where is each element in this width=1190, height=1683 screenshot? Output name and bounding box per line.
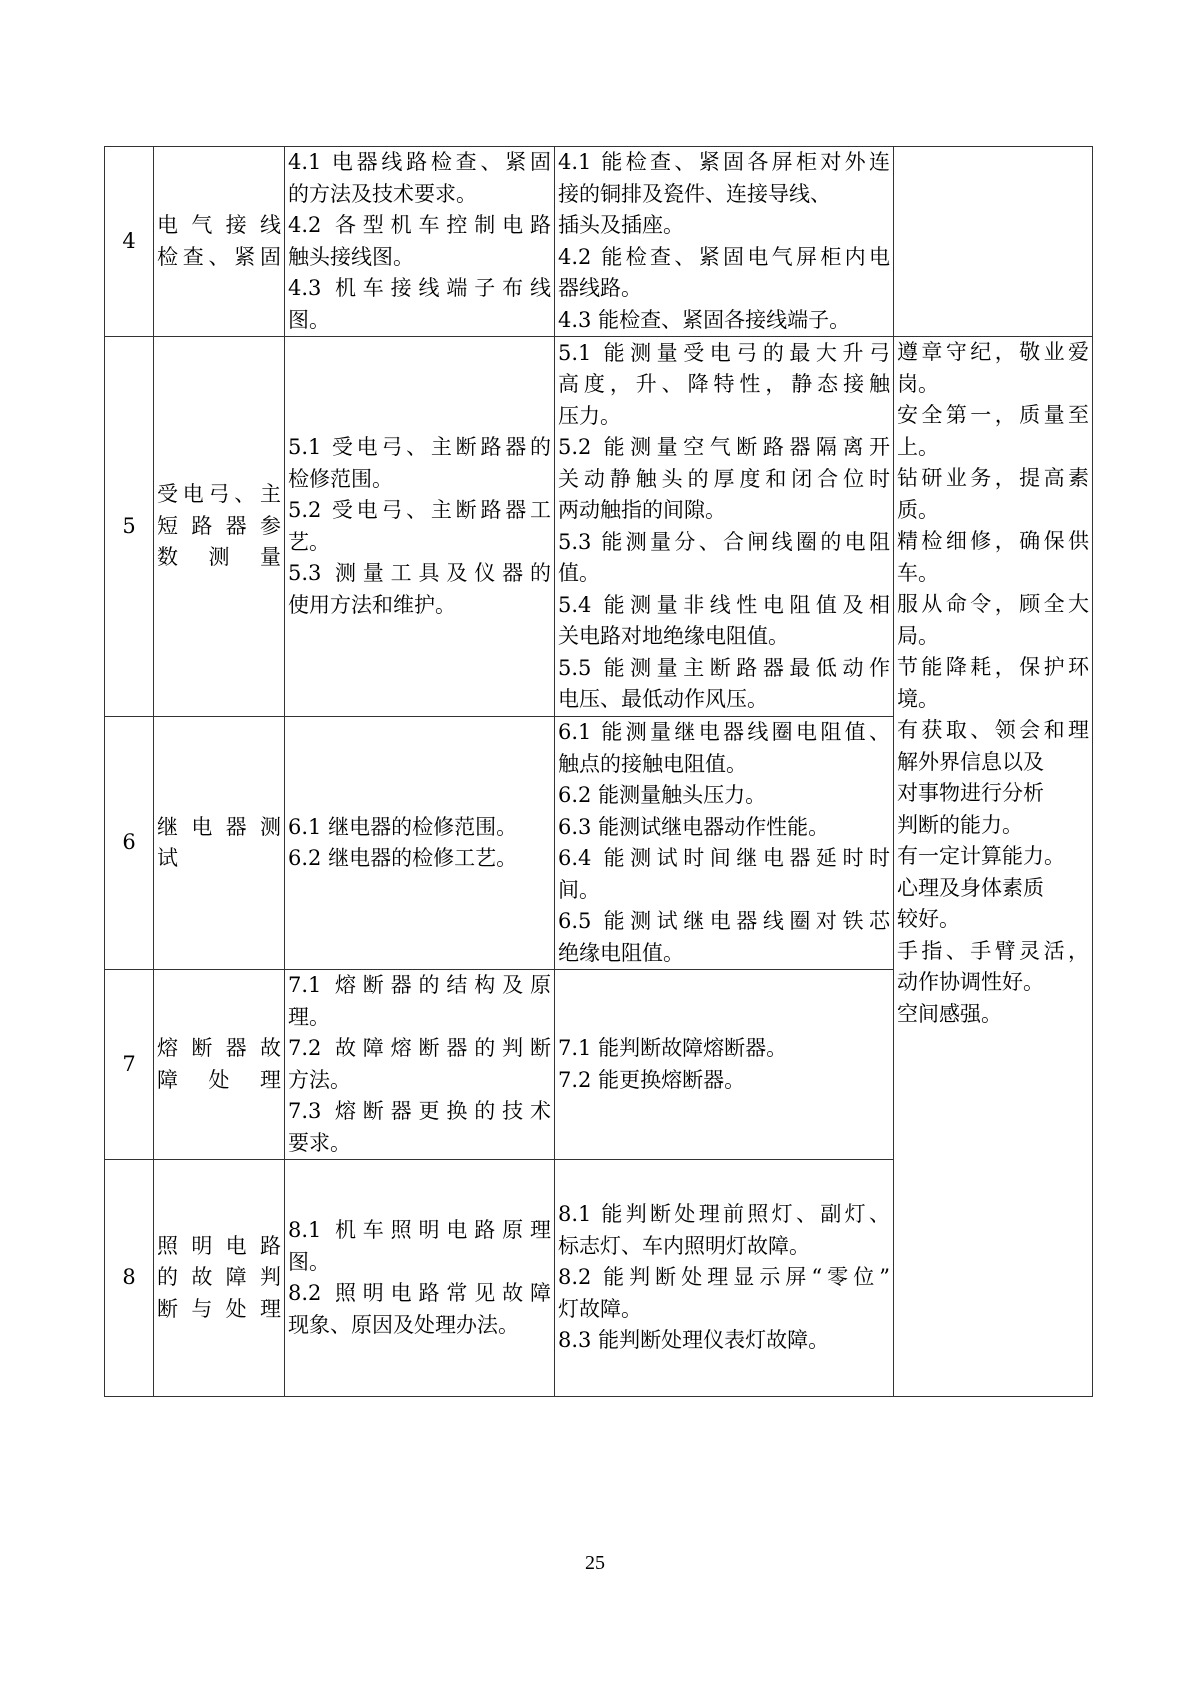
- page-number: 25: [585, 1552, 605, 1574]
- knowledge-line: 8.2 照明电路常见故障: [288, 1281, 551, 1305]
- skills-line: 6.1 能测量继电器线圈电阻值、: [558, 720, 890, 744]
- skills-line: 高度，升、降特性，静态接触: [558, 372, 890, 396]
- item-number: 8: [105, 1160, 154, 1397]
- skills-line: 绝缘电阻值。: [558, 940, 684, 965]
- knowledge-line: 5.1 受电弓、主断路器的: [288, 435, 551, 459]
- knowledge-line: 5.2 受电弓、主断路器工: [288, 498, 551, 522]
- skills-line: 标志灯、车内照明灯故障。: [558, 1233, 810, 1258]
- knowledge-line: 的方法及技术要求。: [288, 181, 477, 206]
- knowledge-line: 要求。: [288, 1130, 351, 1155]
- work-content-line: 电气接线: [157, 213, 281, 237]
- skills-line: 4.2 能检查、紧固电气屏柜内电: [558, 244, 890, 269]
- knowledge-line: 6.1 继电器的检修范围。: [288, 814, 518, 839]
- attitude-line: 车。: [897, 560, 939, 585]
- attitude-line: 手指、手臂灵活，: [897, 938, 1089, 963]
- knowledge-line: 7.1 熔断器的结构及原: [288, 973, 551, 997]
- work-content-line: 试: [157, 846, 178, 870]
- attitude-line: 有获取、领会和理: [897, 718, 1089, 742]
- skills-line: 电压、最低动作风压。: [558, 687, 768, 711]
- skills-line: 关电路对地绝缘电阻值。: [558, 624, 789, 648]
- item-number: 5: [105, 337, 154, 717]
- knowledge-line: 触头接线图。: [288, 244, 414, 269]
- attitude-line: 岗。: [897, 371, 939, 396]
- attitude-line: 境。: [897, 686, 939, 711]
- knowledge-line: 艺。: [288, 529, 330, 554]
- attitude-line: 钻研业务，提高素: [897, 466, 1089, 490]
- table-row: [105, 147, 1093, 337]
- work-content-cell: [154, 970, 285, 1160]
- item-number: 6: [105, 717, 154, 970]
- skills-line: 8.3 能判断处理仪表灯故障。: [558, 1328, 830, 1353]
- skills-line: 值。: [558, 561, 600, 585]
- skills-cell: [555, 1160, 894, 1397]
- attitude-line: 质。: [897, 497, 939, 522]
- knowledge-line: 方法。: [288, 1067, 351, 1092]
- attitude-line: 解外界信息以及: [897, 749, 1044, 774]
- work-content-line: 熔断器故: [157, 1036, 281, 1060]
- work-content-line: 断与处理: [157, 1296, 281, 1321]
- knowledge-line: 检修范围。: [288, 466, 393, 491]
- skills-line: 器线路。: [558, 276, 642, 300]
- work-content-line: 继电器测: [157, 814, 281, 839]
- item-number: 4: [105, 147, 154, 337]
- skills-line: 8.1 能判断处理前照灯、副灯、: [558, 1202, 890, 1227]
- knowledge-line: 现象、原因及处理办法。: [288, 1312, 519, 1337]
- skills-cell: [555, 147, 894, 337]
- skills-line: 8.2 能判断处理显示屏“零位”: [558, 1265, 890, 1290]
- attitude-line: 有一定计算能力。: [897, 844, 1065, 868]
- attitude-cell: [894, 337, 1093, 1397]
- attitude-line: 判断的能力。: [897, 812, 1023, 837]
- skills-cell: [555, 970, 894, 1160]
- knowledge-cell: [285, 337, 555, 717]
- knowledge-line: 使用方法和维护。: [288, 592, 456, 617]
- work-content-line: 的故障判: [157, 1265, 281, 1290]
- attitude-line: 精检细修，确保供: [897, 529, 1089, 553]
- attitude-line: 上。: [897, 434, 939, 459]
- attitude-line: 心理及身体素质: [897, 875, 1044, 900]
- work-content-cell: [154, 147, 285, 337]
- work-content-line: 障处理: [157, 1067, 281, 1092]
- knowledge-line: 图。: [288, 1249, 330, 1274]
- skills-line: 两动触指的间隙。: [558, 498, 726, 522]
- skills-line: 5.4 能测量非线性电阻值及相: [558, 592, 890, 617]
- skills-line: 关动静触头的厚度和闭合位时: [558, 466, 890, 491]
- work-content-line: 数测量: [157, 545, 281, 570]
- knowledge-cell: [285, 1160, 555, 1397]
- skills-line: 7.2 能更换熔断器。: [558, 1067, 746, 1092]
- skills-line: 间。: [558, 877, 600, 902]
- knowledge-line: 理。: [288, 1004, 330, 1029]
- skills-line: 4.3 能检查、紧固各接线端子。: [558, 307, 851, 332]
- skills-cell: [555, 717, 894, 970]
- attitude-line: 空间感强。: [897, 1001, 1002, 1026]
- work-content-line: 检查、紧固: [157, 244, 281, 269]
- knowledge-line: 8.1 机车照明电路原理: [288, 1218, 551, 1242]
- work-content-line: 照明电路: [157, 1233, 281, 1258]
- skills-line: 4.1 能检查、紧固各屏柜对外连: [558, 150, 890, 174]
- attitude-line: 较好。: [897, 907, 960, 931]
- work-content-cell: [154, 1160, 285, 1397]
- attitude-line: 对事物进行分析: [897, 781, 1044, 805]
- knowledge-line: 4.1 电器线路检查、紧固: [288, 150, 551, 174]
- skills-line: 6.3 能测试继电器动作性能。: [558, 814, 830, 839]
- attitude-line: 服从命令，顾全大: [897, 592, 1089, 616]
- skills-line: 插头及插座。: [558, 213, 684, 237]
- work-content-cell: [154, 337, 285, 717]
- skills-line: 压力。: [558, 403, 621, 428]
- knowledge-line: 4.2 各型机车控制电路: [288, 213, 551, 237]
- skills-cell: [555, 337, 894, 717]
- skills-line: 接的铜排及瓷件、连接导线、: [558, 181, 831, 206]
- knowledge-line: 5.3 测量工具及仪器的: [288, 561, 551, 585]
- skills-line: 5.3 能测量分、合闸线圈的电阻: [558, 529, 890, 554]
- attitude-line: 遵章守纪，敬业爱: [897, 340, 1089, 364]
- skills-line: 7.1 能判断故障熔断器。: [558, 1036, 788, 1060]
- skills-line: 触点的接触电阻值。: [558, 751, 747, 776]
- attitude-line: 节能降耗，保护环: [897, 655, 1089, 679]
- work-content-cell: [154, 717, 285, 970]
- skills-line: 灯故障。: [558, 1296, 642, 1321]
- knowledge-line: 图。: [288, 307, 330, 332]
- item-number: 7: [105, 970, 154, 1160]
- knowledge-cell: [285, 970, 555, 1160]
- attitude-line: 动作协调性好。: [897, 970, 1044, 994]
- knowledge-line: 7.2 故障熔断器的判断: [288, 1036, 551, 1060]
- skills-line: 6.5 能测试继电器线圈对铁芯: [558, 909, 890, 933]
- knowledge-line: 6.2 继电器的检修工艺。: [288, 846, 518, 870]
- skills-line: 6.2 能测量触头压力。: [558, 783, 767, 807]
- attitude-empty-cell: [894, 147, 1093, 337]
- competency-table: [104, 146, 1093, 1397]
- skills-line: 5.1 能测量受电弓的最大升弓: [558, 340, 890, 365]
- attitude-line: 安全第一，质量至: [897, 403, 1089, 427]
- knowledge-cell: [285, 717, 555, 970]
- work-content-line: 短路器参: [157, 513, 281, 538]
- table-row: [105, 337, 1093, 717]
- skills-line: 5.5 能测量主断路器最低动作: [558, 655, 890, 680]
- knowledge-line: 7.3 熔断器更换的技术: [288, 1099, 551, 1123]
- attitude-line: 局。: [897, 623, 939, 648]
- work-content-line: 受电弓、主: [157, 482, 281, 507]
- skills-line: 6.4 能测试时间继电器延时时: [558, 846, 890, 870]
- skills-line: 5.2 能测量空气断路器隔离开: [558, 435, 890, 459]
- knowledge-line: 4.3 机车接线端子布线: [288, 276, 551, 300]
- knowledge-cell: [285, 147, 555, 337]
